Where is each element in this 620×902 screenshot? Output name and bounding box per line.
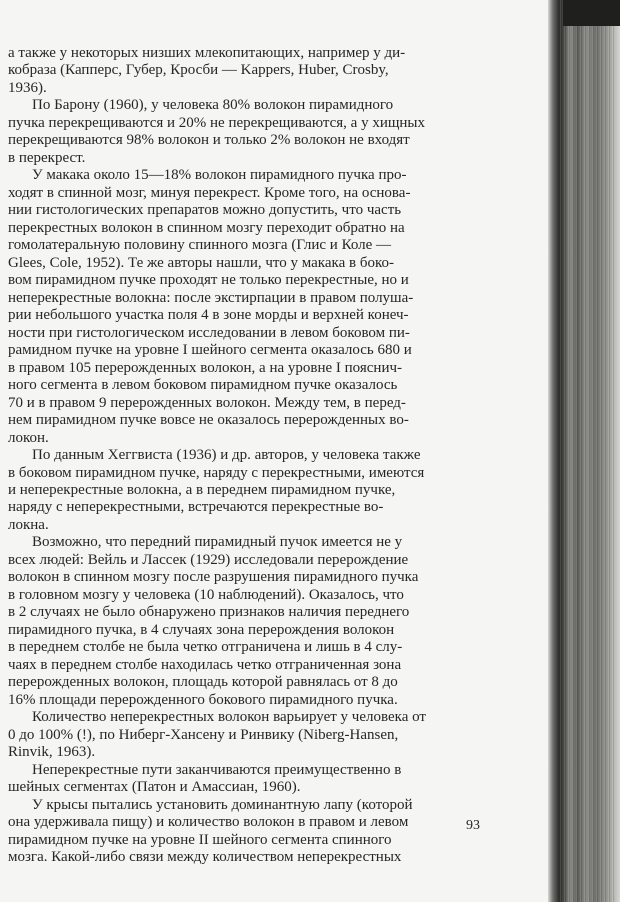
text-line: По Барону (1960), у человека 80% волокон пирамидного [32,97,394,113]
text-line: рии небольшого участка поля 4 в зоне морды и верхней конеч- [8,307,409,323]
page-number: 93 [466,818,480,833]
text-line: она удерживала пищу) и количество волокон в правом и левом [8,814,409,830]
text-line: локон. [8,430,49,446]
text-line: нем пирамидном пучке вовсе не оказалось перерожденных во- [8,412,409,428]
book-edge-pages [560,0,614,902]
text-line: перерожденных волокон, площадь которой равнялась от 8 до [8,674,398,690]
text-line: рамидном пучке на уровне I шейного сегмента оказалось 680 и [8,342,412,358]
text-line: мозга. Какой-либо связи между количеством неперекрестных [8,849,402,865]
text-line: По данным Хеггвиста (1936) и др. авторов, у человека также [32,447,421,463]
text-line: в головном мозгу у человека (10 наблюдений). Оказалось, что [8,587,404,603]
text-line: У крысы пытались установить доминантную лапу (которой [32,797,413,813]
text-line: а также у некоторых низших млекопитающих, например у ди- [8,45,406,61]
text-line: волокон в спинном мозгу после разрушения пирамидного пучка [8,569,419,585]
text-line: пирамидного пучка, в 4 случаях зона перерождения волокон [8,622,395,638]
text-line: перекрестных волокон в спинном мозгу переходит обратно на [8,220,405,236]
text-line: в правом 105 перерожденных волокон, а на уровне I пояснич- [8,360,403,376]
text-line: вом пирамидном пучке проходят не только перекрестные, но и [8,272,409,288]
text-line: нии гистологических препаратов можно допустить, что часть [8,202,402,218]
text-line: чаях в переднем столбе находилась четко отграниченная зона [8,657,402,673]
text-line: гомолатеральную половину спинного мозга (Глис и Коле — [8,237,392,253]
text-line: в переднем столбе не была четко отграничена и лишь в 4 слу- [8,639,403,655]
book-edge-shadow [563,0,620,26]
text-line: 16% площади перерожденного бокового пирамидного пучка. [8,692,398,708]
text-line: локна. [8,517,49,533]
text-line: и неперекрестные волокна, а в переднем пирамидном пучке, [8,482,396,498]
text-line: в перекрест. [8,150,86,166]
text-line: ного сегмента в левом боковом пирамидном пучке оказалось [8,377,398,393]
text-line: 1936). [8,80,47,96]
text-line: неперекрестные волокна: после экстирпации в правом полуша- [8,290,414,306]
text-line: шейных сегментах (Патон и Амассиан, 1960). [8,779,301,795]
text-line: в 2 случаях не было обнаружено признаков наличия переднего [8,604,410,620]
text-line: кобраза (Капперс, Губер, Кросби — Kappers, Huber, Crosby, [8,62,389,78]
text-line: У макака около 15—18% волокон пирамидного пучка про- [32,167,407,183]
text-line: 0 до 100% (!), по Ниберг-Хансену и Ринвику (Niberg-Hansen, [8,727,399,743]
text-line: Возможно, что передний пирамидный пучок имеется не у [32,534,403,550]
text-line: ности при гистологическом исследовании в левом боковом пи- [8,325,410,341]
text-line: Rinvik, 1963). [8,744,96,760]
text-line: Glees, Cole, 1952). Те же авторы нашли, что у макака в боко- [8,255,394,271]
text-line: пучка перекрещиваются и 20% не перекрещиваются, а у хищных [8,115,426,131]
text-line: 70 и в правом 9 перерожденных волокон. Между тем, в перед- [8,395,406,411]
text-line: Количество неперекрестных волокон варьирует у человека от [32,709,426,725]
text-line: Неперекрестные пути заканчиваются преимущественно в [32,762,402,778]
text-line: всех людей: Вейль и Лассек (1929) исследовали перерождение [8,552,409,568]
text-line: ходят в спинной мозг, минуя перекрест. Кроме того, на основа- [8,185,411,201]
text-line: в боковом пирамидном пучке, наряду с перекрестными, имеются [8,465,425,481]
text-line: наряду с неперекрестными, встречаются перекрестные во- [8,499,384,515]
text-line: пирамидном пучке на уровне II шейного сегмента спинного [8,832,392,848]
text-line: перекрещиваются 98% волокон и только 2% волокон не входят [8,132,410,148]
